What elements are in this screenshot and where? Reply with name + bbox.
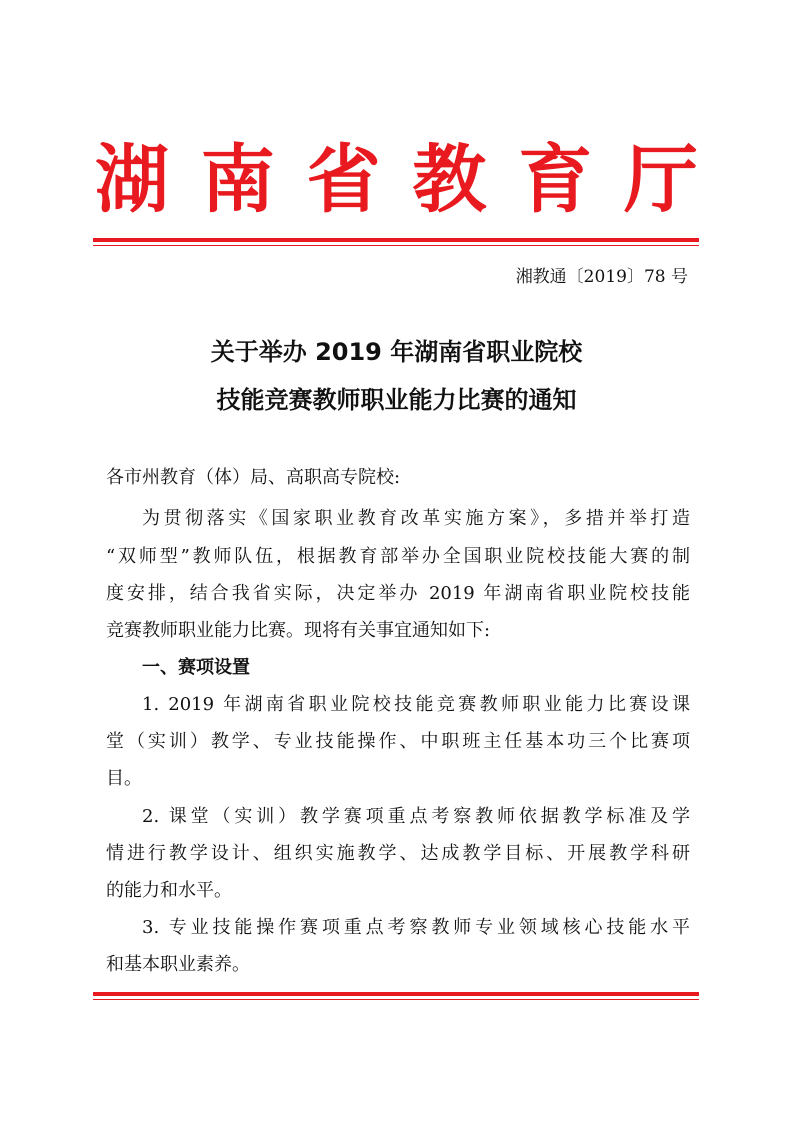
item-1-line: 目。 (106, 768, 142, 789)
intro-line: “双师型”教师队伍，根据教育部举办全国职业院校技能大赛的制 (106, 546, 690, 567)
masthead-char: 湖 (95, 137, 169, 223)
document-number: 湘教通〔2019〕78 号 (515, 267, 688, 287)
item-2-line: 情进行教学设计、组织实施教学、达成教学目标、开展教学科研 (106, 843, 690, 864)
item-3-line: 3. 专业技能操作赛项重点考察教师专业领域核心技能水平 (142, 917, 690, 938)
item-1-line: 1. 2019 年湖南省职业院校技能竞赛教师职业能力比赛设课 (142, 694, 690, 715)
intro-line: 度安排，结合我省实际，决定举办 2019 年湖南省职业院校技能 (106, 583, 690, 604)
intro-line: 为贯彻落实《国家职业教育改革实施方案》，多措并举打造 (142, 508, 690, 529)
document-title-line-1: 关于举办 2019 年湖南省职业院校 (210, 338, 583, 366)
item-1-line: 堂（实训）教学、专业技能操作、中职班主任基本功三个比赛项 (106, 731, 690, 752)
masthead-title (95, 132, 698, 228)
footer-red-rule (93, 992, 699, 1000)
masthead-char: 教 (412, 137, 487, 223)
salutation: 各市州教育（体）局、高职高专院校: (106, 467, 401, 488)
masthead-char: 省 (306, 137, 381, 223)
intro-line: 竞赛教师职业能力比赛。现将有关事宜通知如下: (106, 620, 491, 641)
masthead-char: 厅 (623, 137, 698, 223)
item-2-line: 2. 课堂（实训）教学赛项重点考察教师依据教学标准及学 (142, 806, 690, 827)
section-heading: 一、赛项设置 (142, 657, 250, 678)
red-rule-thin (93, 245, 699, 246)
red-rule-thin (93, 999, 699, 1000)
item-2-line: 的能力和水平。 (106, 880, 232, 901)
item-3-line: 和基本职业素养。 (106, 954, 250, 975)
masthead-red-rule (93, 238, 699, 246)
masthead-char: 南 (200, 137, 275, 223)
red-rule-thick (93, 238, 699, 242)
red-rule-thick (93, 992, 699, 996)
masthead-char: 育 (518, 137, 593, 223)
document-title-line-2: 技能竞赛教师职业能力比赛的通知 (216, 386, 577, 414)
